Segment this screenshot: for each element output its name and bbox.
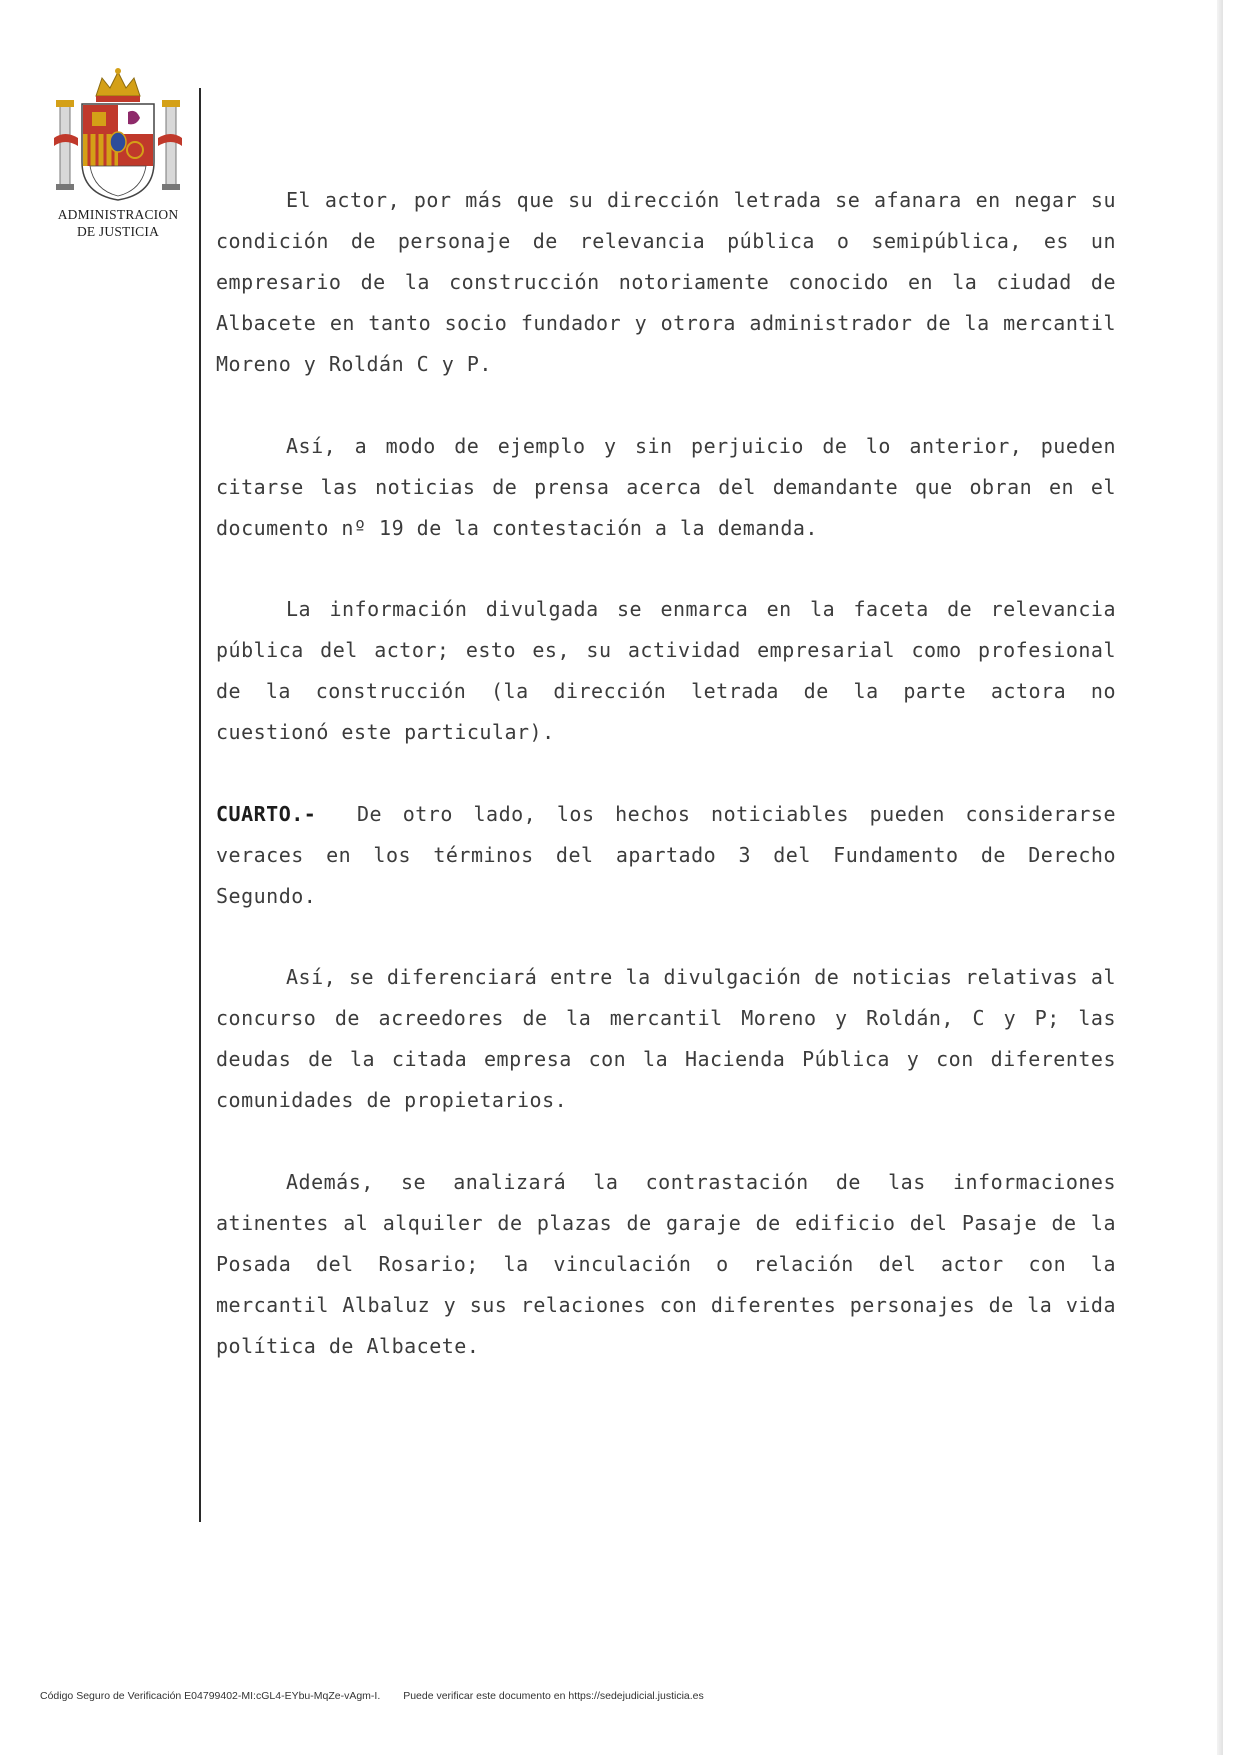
- paragraph-3: La información divulgada se enmarca en la faceta de relevancia pública del actor; esto es, su actividad empresarial como profesional de la construcción (la dirección letrada de la parte actora no cuestionó este particular).: [216, 597, 1116, 744]
- organization-name: [40, 206, 196, 240]
- coat-of-arms-icon: [52, 66, 184, 206]
- margin-rule: [199, 88, 201, 1522]
- section-heading-cuarto: CUARTO.-: [216, 801, 317, 826]
- document-body: [216, 180, 1116, 1407]
- paragraph-4-text: De otro lado, los hechos noticiables pueden considerarse veraces en los términos del apartado 3 del Fundamento de Derecho Segundo.: [216, 801, 1117, 908]
- organization-name-line1: ADMINISTRACION: [57, 207, 179, 222]
- verification-footer: [40, 1690, 940, 1702]
- paragraph-1: El actor, por más que su dirección letrada se afanara en negar su condición de personaje de relevancia pública o semipública, es un empresario de la construcción notoriamente conocido en la ciudad de Albacete en tanto socio fundador y otrora administrador de la mercantil Moreno y Roldán C y P.: [216, 188, 1116, 376]
- paragraph-5: Así, se diferenciará entre la divulgación de noticias relativas al concurso de acreedores de la mercantil Moreno y Roldán, C y P; las deudas de la citada empresa con la Hacienda Pública y con diferentes comunidades de propietarios.: [216, 965, 1116, 1112]
- verification-code: Código Seguro de Verificación E04799402-MI:cGL4-EYbu-MqZe-vAgm-I.: [40, 1690, 381, 1702]
- page-edge: [1217, 0, 1223, 1755]
- verification-link-text[interactable]: Puede verificar este documento en https://sedejudicial.justicia.es: [403, 1690, 704, 1702]
- paragraph-4: [216, 794, 1116, 917]
- paragraph-2: Así, a modo de ejemplo y sin perjuicio de lo anterior, pueden citarse las noticias de prensa acerca del demandante que obran en el documento nº 19 de la contestación a la demanda.: [216, 433, 1116, 540]
- organization-name-line2: DE JUSTICIA: [76, 224, 160, 239]
- paragraph-6: Además, se analizará la contrastación de las informaciones atinentes al alquiler de plazas de garaje de edificio del Pasaje de la Posada del Rosario; la vinculación o relación del actor con la mercantil Albaluz y sus relaciones con diferentes personajes de la vida política de Albacete.: [216, 1169, 1116, 1358]
